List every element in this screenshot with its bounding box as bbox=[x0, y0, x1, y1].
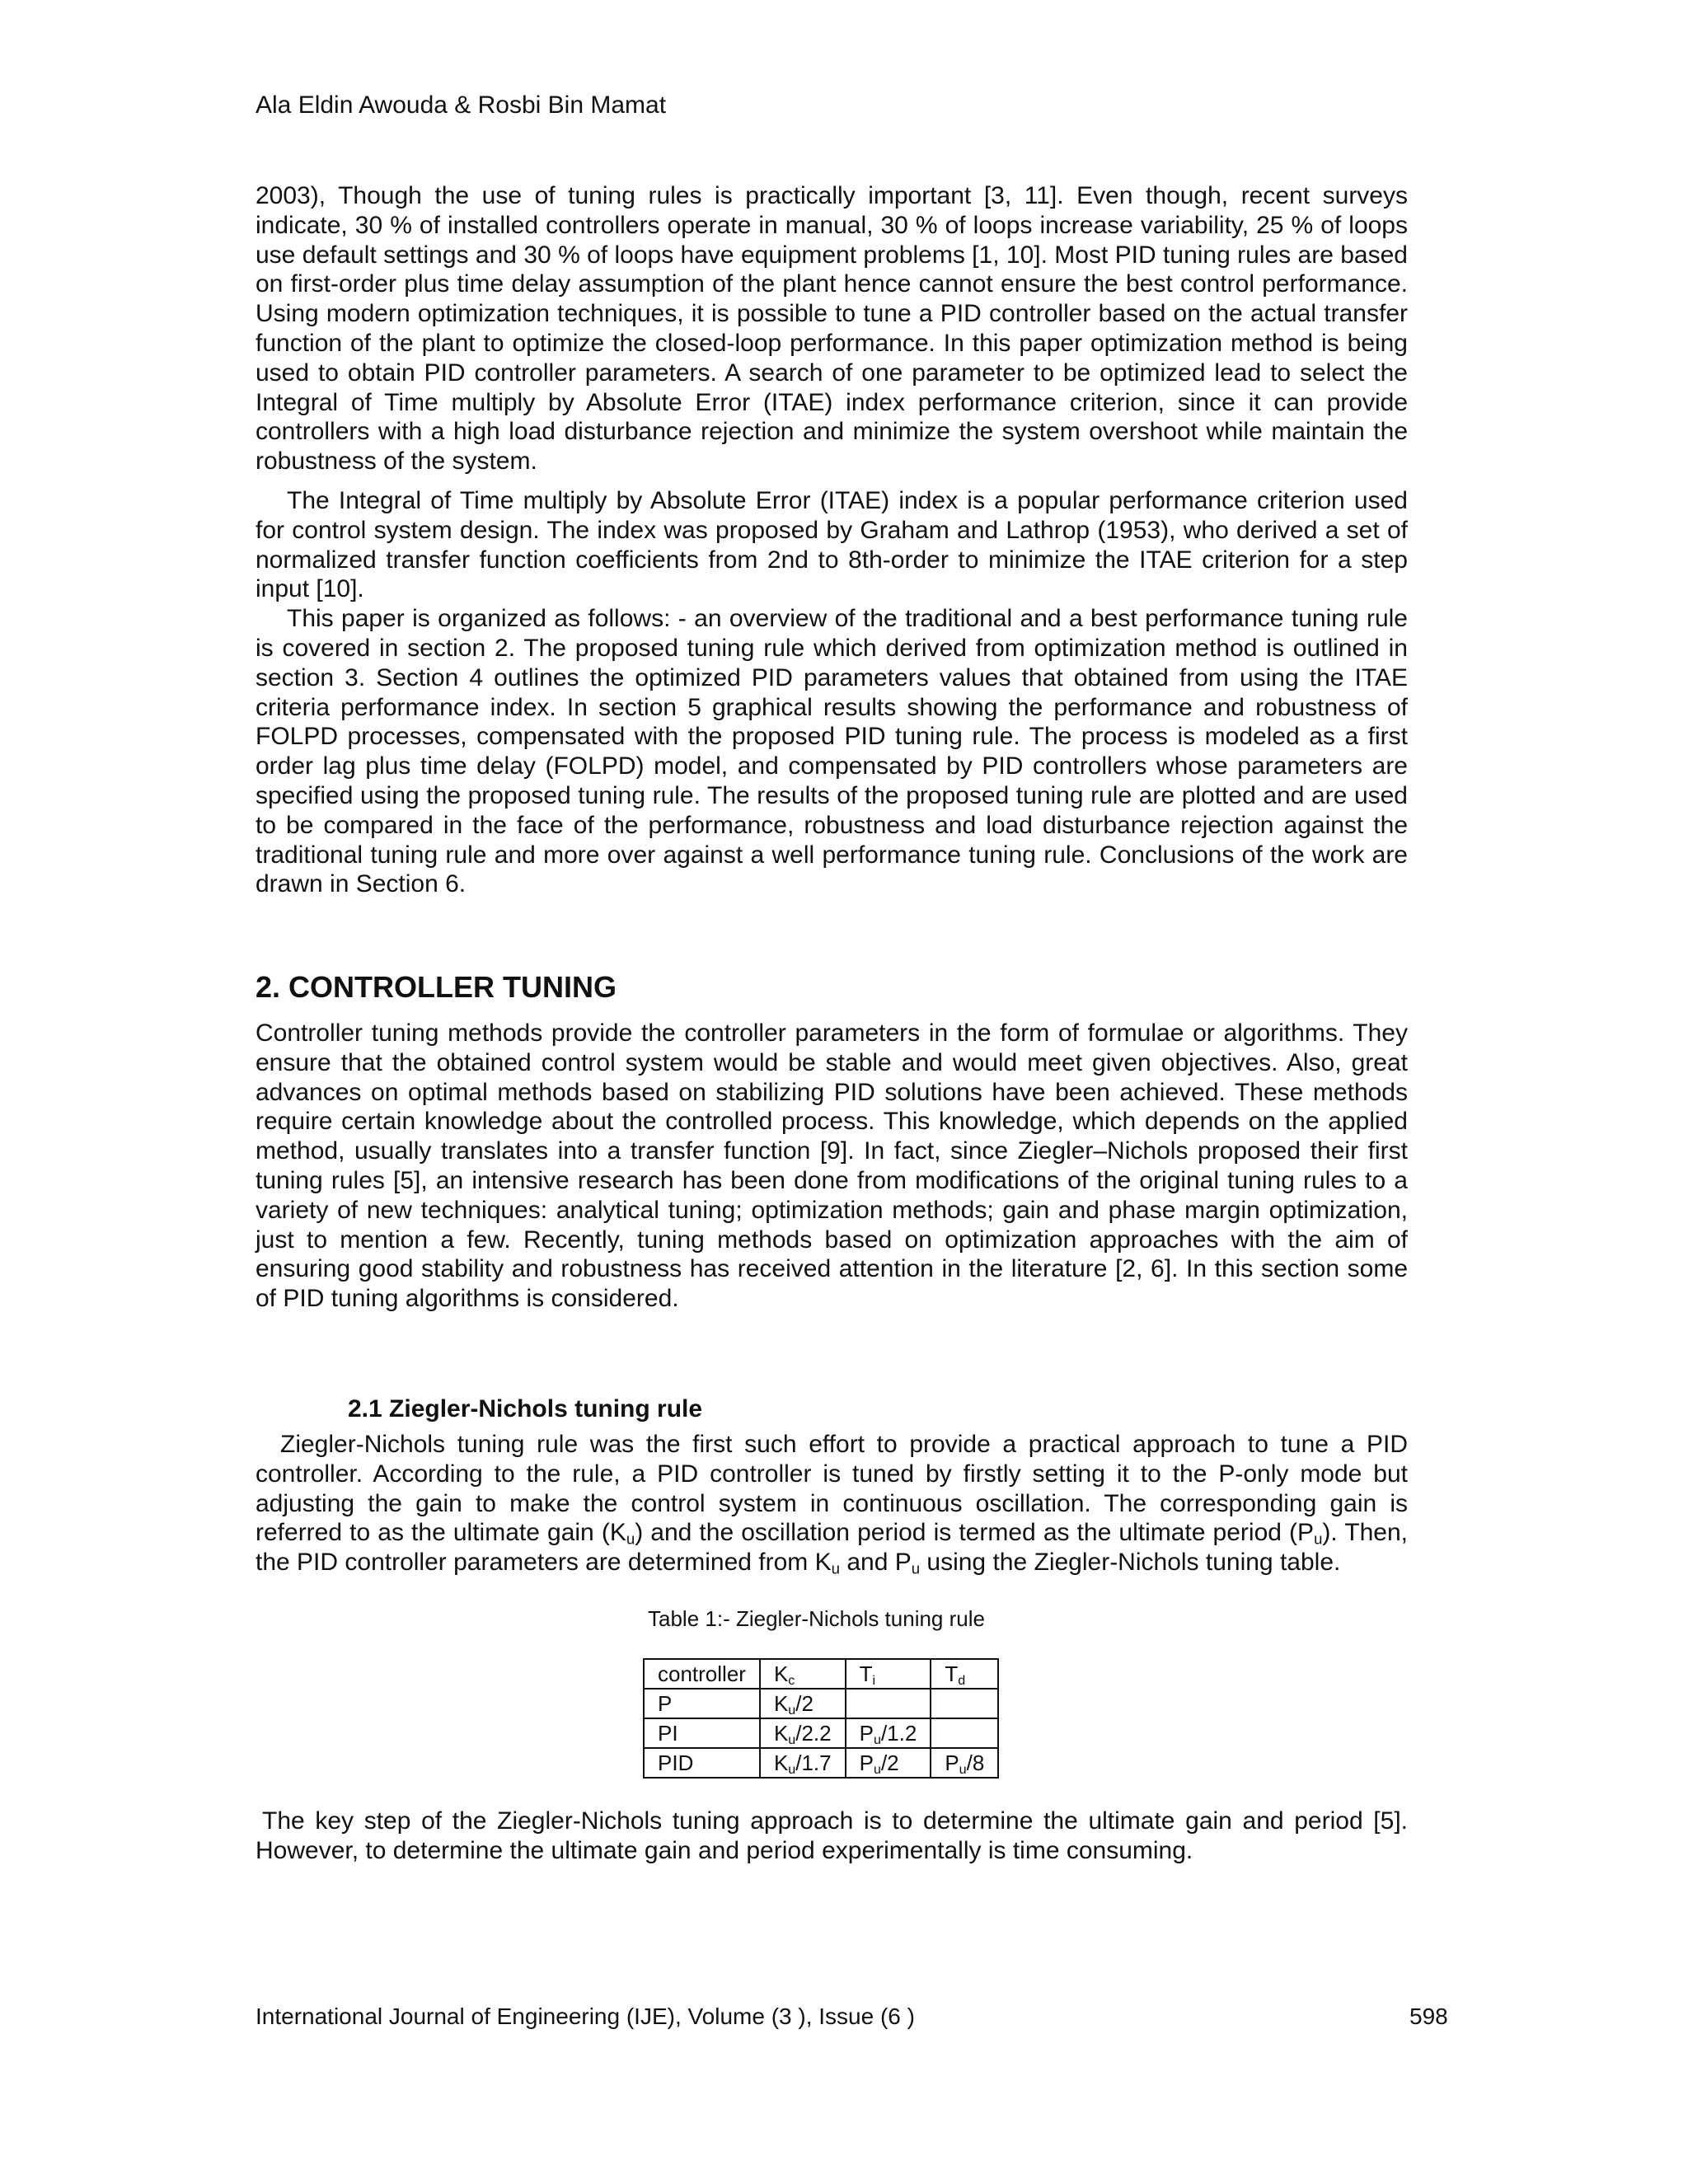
closing-section bbox=[256, 1807, 1408, 1866]
cell-td: $P_u/8$ bbox=[931, 1748, 998, 1778]
cell-ti: $P_u/1.2$ bbox=[846, 1718, 931, 1748]
cell-kc: $K_u/2$ bbox=[760, 1689, 846, 1718]
ziegler-nichols-table bbox=[643, 1658, 999, 1779]
zn-text-b: ) and the oscillation period is termed as the ultimate period (P bbox=[635, 1519, 1315, 1547]
table-1-caption: Table 1:- Ziegler-Nichols tuning rule bbox=[648, 1606, 985, 1631]
section-2-body bbox=[256, 1019, 1408, 1314]
header-td: $T_d$ bbox=[931, 1659, 998, 1689]
header-controller: controller bbox=[644, 1659, 760, 1689]
zn-sub-ku-2: u bbox=[831, 1559, 840, 1577]
zn-text-e: using the Ziegler-Nichols tuning table. bbox=[920, 1549, 1341, 1577]
table-header-row bbox=[644, 1659, 998, 1689]
running-header-authors: Ala Eldin Awouda & Rosbi Bin Mamat bbox=[256, 91, 667, 119]
table-row bbox=[644, 1689, 998, 1718]
table-row bbox=[644, 1718, 998, 1748]
intro-paragraph-2: The Integral of Time multiply by Absolute Error (ITAE) index is a popular performance criterion used for control system design. The index was proposed by Graham and Lathrop (1953), who derived a set of normalized transfer function coefficients from 2nd to 8th-order to minimize the ITAE criterion for a step input [10]. bbox=[256, 486, 1408, 603]
cell-kc: $K_u/2.2$ bbox=[760, 1718, 846, 1748]
cell-kc: $K_u/1.7$ bbox=[760, 1748, 846, 1778]
zn-text-a: Ziegler-Nichols tuning rule was the first such effort to provide a practical approach to tune a PID controller. According to the rule, a PID controller is tuned by firstly setting it to the P-only mode but adjusting the gain to make the control system in continuous oscillation. The corresponding gain is referred to as the ultimate gain (K bbox=[256, 1431, 1408, 1547]
cell-controller: PID bbox=[644, 1748, 760, 1778]
header-ti: $T_i$ bbox=[846, 1659, 931, 1689]
ziegler-nichols-paragraph bbox=[256, 1430, 1408, 1577]
cell-ti: $P_u/2$ bbox=[846, 1748, 931, 1778]
cell-controller: P bbox=[644, 1689, 760, 1718]
running-footer-journal: International Journal of Engineering (IJE), Volume (3 ), Issue (6 ) bbox=[256, 2004, 915, 2029]
page-number: 598 bbox=[1409, 2004, 1448, 2029]
closing-paragraph: The key step of the Ziegler-Nichols tuning approach is to determine the ultimate gain and period [5]. However, to determine the ultimate gain and period experimentally is time consuming. bbox=[256, 1807, 1408, 1864]
zn-text-d: and P bbox=[839, 1549, 912, 1577]
cell-controller: PI bbox=[644, 1718, 760, 1748]
intro-paragraph-3: This paper is organized as follows: - an overview of the traditional and a best performance tuning rule is covered in section 2. The proposed tuning rule which derived from optimization method is outlined in section 3. Section 4 outlines the optimized PID parameters values that obtained from using the ITAE criteria performance index. In section 5 graphical results showing the performance and robustness of FOLPD processes, compensated with the proposed PID tuning rule. The process is modeled as a first order lag plus time delay (FOLPD) model, and compensated by PID controllers whose parameters are specified using the proposed tuning rule. The results of the proposed tuning rule are plotted and are used to be compared in the face of the performance, robustness and load disturbance rejection against the traditional tuning rule and more over against a well performance tuning rule. Conclusions of the work are drawn in Section 6. bbox=[256, 605, 1408, 898]
intro-section bbox=[256, 181, 1408, 899]
section-2-paragraph: Controller tuning methods provide the controller parameters in the form of formulae or algorithms. They ensure that the obtained control system would be stable and would meet given objectives. Also, great advances on optimal methods based on stabilizing PID solutions have been achieved. These methods require certain knowledge about the controlled process. This knowledge, which depends on the applied method, usually translates into a transfer function [9]. In fact, since Ziegler–Nichols proposed their first tuning rules [5], an intensive research has been done from modifications of the original tuning rules to a variety of new techniques: analytical tuning; optimization methods; gain and phase margin optimization, just to mention a few. Recently, tuning methods based on optimization approaches with the aim of ensuring good stability and robustness has received attention in the literature [2, 6]. In this section some of PID tuning algorithms is considered. bbox=[256, 1019, 1408, 1313]
section-2-1-heading: 2.1 Ziegler-Nichols tuning rule bbox=[348, 1395, 703, 1422]
zn-text-c: ). Then, the PID controller parameters are determined from K bbox=[256, 1519, 1409, 1577]
zn-sub-pu-2: u bbox=[911, 1559, 921, 1577]
table-row bbox=[644, 1748, 998, 1778]
header-kc: $K_c$ bbox=[760, 1659, 846, 1689]
cell-td bbox=[931, 1718, 998, 1748]
zn-sub-pu: u bbox=[1314, 1530, 1323, 1549]
intro-paragraph-1: 2003), Though the use of tuning rules is practically important [3, 11]. Even though, recent surveys indicate, 30 % of installed controllers operate in manual, 30 % of loops increase variability, 25 % of loops use default settings and 30 % of loops have equipment problems [1, 10]. Most PID tuning rules are based on first-order plus time delay assumption of the plant hence cannot ensure the best control performance. Using modern optimization techniques, it is possible to tune a PID controller based on the actual transfer function of the plant to optimize the closed-loop performance. In this paper optimization method is being used to obtain PID controller parameters. A search of one parameter to be optimized lead to select the Integral of Time multiply by Absolute Error (ITAE) index performance criterion, since it can provide controllers with a high load disturbance rejection and minimize the system overshoot while maintain the robustness of the system. bbox=[256, 182, 1408, 476]
cell-ti bbox=[846, 1689, 931, 1718]
section-2-1-body bbox=[256, 1430, 1408, 1577]
section-2-heading: 2. CONTROLLER TUNING bbox=[256, 970, 617, 1004]
cell-td bbox=[931, 1689, 998, 1718]
zn-sub-ku: u bbox=[626, 1530, 635, 1549]
